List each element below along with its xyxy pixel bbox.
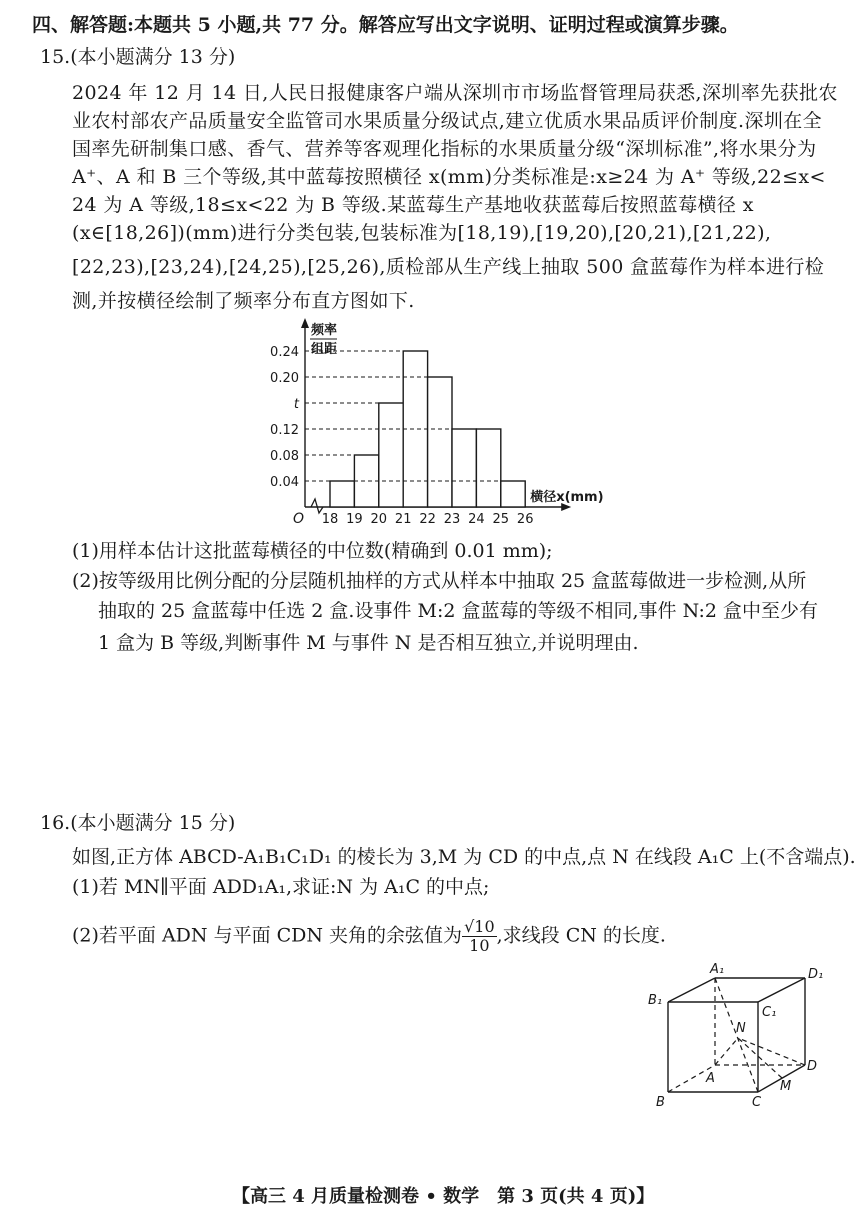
x-tick-label: 23	[443, 512, 461, 527]
label-n: N	[736, 1021, 746, 1036]
q15-body-line: [22,23),[23,24),[24,25),[25,26),质检部从生产线上抽取 500 盒蓝莓作为样本进行检	[72, 256, 825, 278]
y-tick-label: t	[293, 397, 299, 412]
q16-part2-post: ,求线段 CN 的长度.	[496, 924, 666, 947]
q15-part2-line: 抽取的 25 盒蓝莓中任选 2 盒.设事件 M:2 盒蓝莓的等级不相同,事件 N:2 盒中至少有	[98, 600, 819, 622]
q15-part2-line: (2)按等级用比例分配的分层随机抽样的方式从样本中抽取 25 盒蓝莓做进一步检测,从所	[72, 570, 807, 592]
y-axis-arrow	[301, 318, 309, 328]
label-a: A	[706, 1071, 715, 1086]
label-m: M	[780, 1079, 792, 1094]
label-b1: B₁	[648, 993, 663, 1008]
x-tick-label: 22	[419, 512, 436, 527]
x-axis-label: 横径x(mm)	[530, 490, 604, 505]
page-footer: 【高三 4 月质量检测卷 • 数学 第 3 页(共 4 页)】	[232, 1186, 655, 1207]
label-c1: C₁	[762, 1005, 777, 1020]
cube-edge	[758, 978, 805, 1002]
origin-label: O	[293, 511, 305, 527]
y-tick-label: 0.08	[270, 449, 299, 464]
y-tick-label: 0.24	[270, 345, 299, 360]
cube-figure	[640, 960, 840, 1110]
y-tick-label: 0.20	[270, 371, 299, 386]
q15-body-line: (x∈[18,26])(mm)进行分类包装,包装标准为[18,19),[19,20),[20,21),[21,22),	[72, 222, 772, 244]
q15-body-line: 国率先研制集口感、香气、营养等客观理化指标的水果质量分级“深圳标准”,将水果分为	[72, 138, 817, 160]
q15-part1: (1)用样本估计这批蓝莓横径的中位数(精确到 0.01 mm);	[72, 540, 553, 562]
x-tick-label: 21	[394, 512, 412, 527]
cube-edge	[668, 978, 715, 1002]
label-b: B	[656, 1095, 665, 1110]
histogram-bar	[452, 429, 476, 507]
axis-break	[311, 499, 323, 513]
x-tick-label: 19	[346, 512, 363, 527]
x-tick-label: 20	[370, 512, 388, 527]
y-tick-label: 0.04	[270, 475, 299, 490]
q16-part2-pre: (2)若平面 ADN 与平面 CDN 夹角的余弦值为	[72, 924, 463, 947]
line-an	[715, 1038, 738, 1065]
q16-part1: (1)若 MN∥平面 ADD₁A₁,求证:N 为 A₁C 的中点;	[72, 876, 490, 898]
histogram-bar	[476, 429, 500, 507]
line-dn	[738, 1038, 805, 1065]
fraction-denominator: 10	[469, 936, 490, 955]
histogram-bar	[428, 377, 452, 507]
q15-title: 15.(本小题满分 13 分)	[40, 46, 236, 68]
q15-body-line: 业农村部农产品质量安全监管司水果质量分级试点,建立优质水果品质评价制度.深圳在全	[72, 110, 823, 132]
q15-body-line: 24 为 A 等级,18≤x<22 为 B 等级.某蓝莓生产基地收获蓝莓后按照蓝莓横径 x	[72, 194, 754, 216]
histogram-bar	[379, 403, 403, 507]
histogram-bar	[330, 481, 354, 507]
q15-body-line: A⁺、A 和 B 三个等级,其中蓝莓按照横径 x(mm)分类标准是:x≥24 为 A⁺ 等级,22≤x<	[72, 166, 826, 188]
label-d: D	[807, 1059, 818, 1074]
y-label-bottom: 组距	[311, 342, 338, 357]
label-a1: A₁	[710, 962, 725, 977]
q15-body-line: 2024 年 12 月 14 日,人民日报健康客户端从深圳市市场监督管理局获悉,深圳率先获批农	[72, 82, 838, 104]
label-d1: D₁	[808, 967, 824, 982]
fraction-numerator: √10	[464, 917, 495, 936]
histogram-bar	[501, 481, 525, 507]
x-tick-label: 25	[492, 512, 510, 527]
y-label-top: 频率	[311, 323, 338, 338]
q15-part2-line: 1 盒为 B 等级,判断事件 M 与事件 N 是否相互独立,并说明理由.	[98, 632, 639, 654]
cosine-fraction	[462, 918, 497, 955]
section-header: 四、解答题:本题共 5 小题,共 77 分。解答应写出文字说明、证明过程或演算步骤。	[32, 14, 739, 36]
q16-intro: 如图,正方体 ABCD-A₁B₁C₁D₁ 的棱长为 3,M 为 CD 的中点,点 N 在线段 A₁C 上(不含端点).	[72, 846, 856, 868]
q16-title: 16.(本小题满分 15 分)	[40, 812, 236, 834]
x-tick-label: 24	[468, 512, 485, 527]
q15-body-line: 测,并按横径绘制了频率分布直方图如下.	[72, 290, 415, 312]
x-tick-label: 18	[321, 512, 339, 527]
y-tick-label: 0.12	[270, 423, 299, 438]
x-tick-label: 26	[516, 512, 534, 527]
q16-part2	[72, 918, 666, 955]
label-c: C	[752, 1095, 762, 1110]
